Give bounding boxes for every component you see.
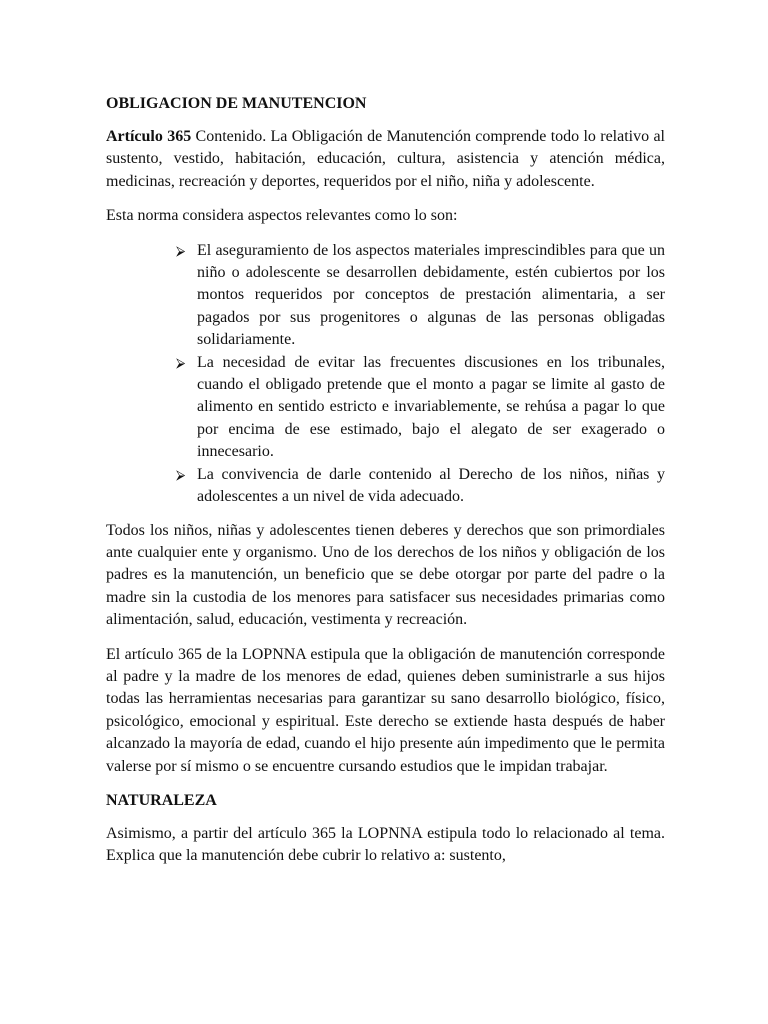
document-title: OBLIGACION DE MANUTENCION [106, 95, 367, 112]
list-item-text: La necesidad de evitar las frecuentes discusiones en los tribunales, cuando el obligado pretende que el monto a pagar se limite al gasto de alimento en sentido estricto e invariablemente, se rehúsa a pagar lo que por encima de ese estimado, bajo el alegato de ser exagerado o innecesario. [197, 353, 665, 461]
intro-paragraph: Esta norma considera aspectos relevantes como lo son: [106, 207, 458, 225]
list-item-text: La convivencia de darle contenido al Derecho de los niños, niñas y adolescentes a un nivel de vida adecuado. [197, 465, 665, 506]
article-text: Contenido. La Obligación de Manutención comprende todo lo relativo al sustento, vestido, habitación, educación, cultura, asistencia y atención médica, medicinas, recreación y deportes, requeridos por el niño, niña y adolescente. [106, 128, 665, 190]
section-title: NATURALEZA [106, 791, 217, 809]
aspects-list [106, 240, 665, 509]
article-reference: Artículo 365 [106, 128, 192, 145]
rights-paragraph: Todos los niños, niñas y adolescentes tienen deberes y derechos que son primordiales ante cualquier ente y organismo. Uno de los derechos de los niños y obligación de los padres es la manutención, un beneficio que se debe otorgar por parte del padre o la madre sin la custodia de los menores para satisfacer sus necesidades primarias como alimentación, salud, educación, vestimenta y recreación. [106, 521, 665, 629]
article-paragraph [106, 126, 665, 193]
list-item-text: El aseguramiento de los aspectos materiales imprescindibles para que un niño o adolescente se desarrollen debidamente, estén cubiertos por los montos requeridos por conceptos de prestación alimentaria, a ser pagados por sus progenitores o algunas de las personas obligadas solidariamente. [197, 241, 665, 349]
list-item [176, 240, 665, 352]
naturaleza-paragraph: Asimismo, a partir del artículo 365 la LOPNNA estipula todo lo relacionado al tema. Explica que la manutención debe cubrir lo relativo a: sustento, [106, 824, 665, 865]
arrow-bullet-icon: ⮚ [176, 354, 186, 370]
arrow-bullet-icon: ⮚ [176, 466, 186, 482]
arrow-bullet-icon: ⮚ [176, 242, 186, 258]
lopnna-paragraph: El artículo 365 de la LOPNNA estipula que la obligación de manutención corresponde al padre y la madre de los menores de edad, quienes deben suministrarle a sus hijos todas las herramientas necesarias para garantizar su sano desarrollo biológico, físico, psicológico, emocional y espiritual. Este derecho se extiende hasta después de haber alcanzado la mayoría de edad, cuando el hijo presente aún impedimento que le permita valerse por sí mismo o se encuentre cursando estudios que le impidan trabajar. [106, 645, 665, 775]
list-item [176, 464, 665, 509]
list-item [176, 352, 665, 464]
